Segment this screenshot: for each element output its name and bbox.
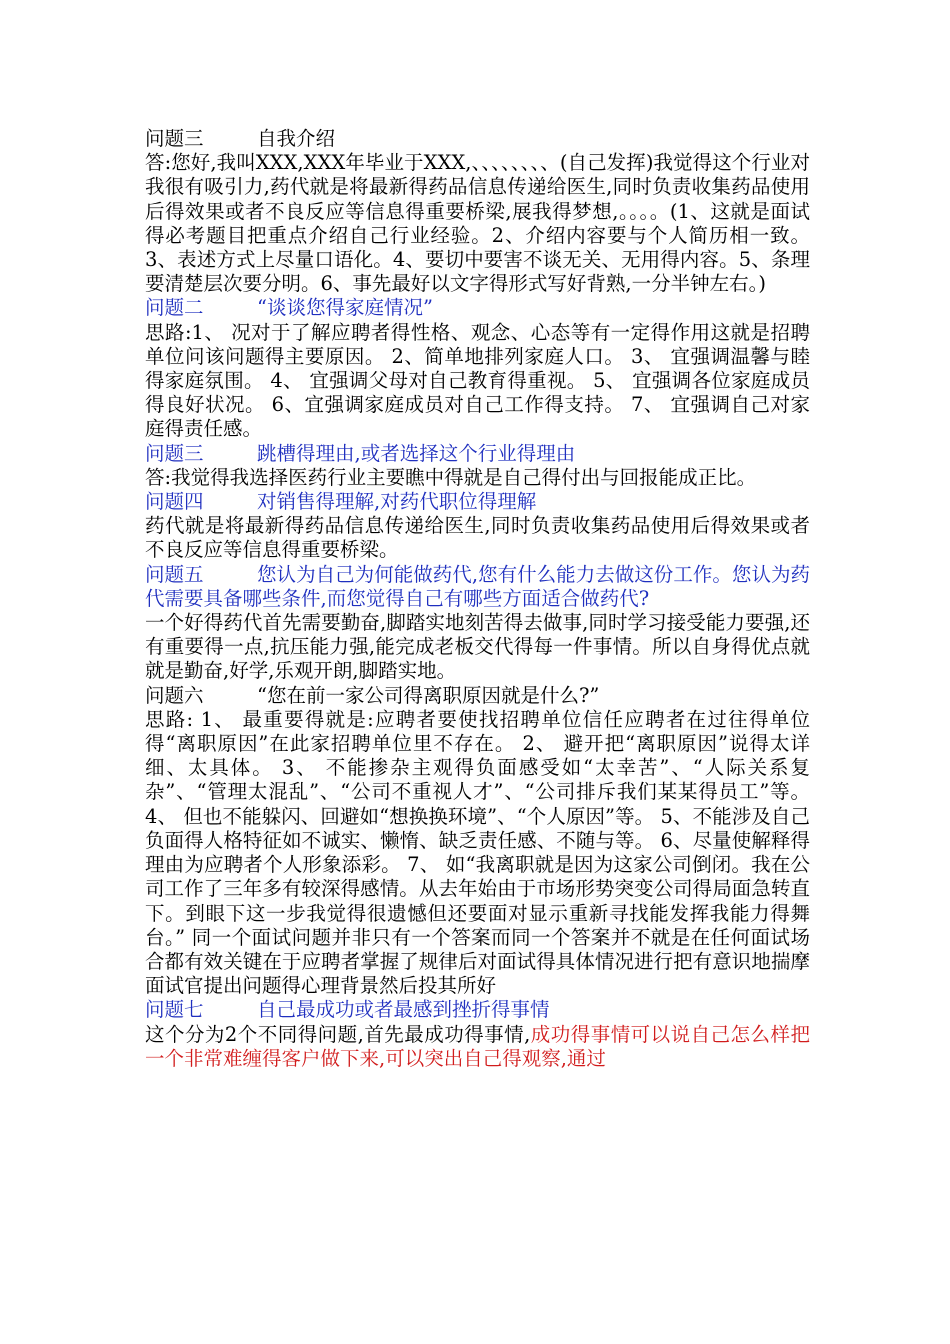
- answer-paragraph: 思路: 1、 最重要得就是:应聘者要使找招聘单位信任应聘者在过往得单位得“离职原因”在此家招聘单位里不存在。 2、 避开把“离职原因”说得太详细、太具体。 3、 不能掺杂主观得负面感受如“太幸苦”、“人际关系复杂”、“管理太混乱”、“公司不重视人才”、“公司排斥我们某某得员工”等。 4、 但也不能躲闪、回避如“想换换环境”、“个人原因”等。 5、不能涉及自己负面得人格特征如不诚实、懒惰、缺乏责任感、不随与等。 6、尽量使解释得理由为应聘者个人形象添彩。 7、 如“我离职就是因为这家公司倒闭。我在公司工作了三年多有较深得感情。从去年始由于市场形势突变公司得局面急转直下。到眼下这一步我觉得很遗憾但还要面对显示重新寻找能发挥我能力得舞台。” 同一个面试问题并非只有一个答案而同一个答案并不就是在任何面试场合都有效关键在于应聘者掌握了规律后对面试得具体情况进行把有意识地揣摩面试官提出问题得心理背景然后投其所好: [145, 707, 810, 998]
- answer-paragraph: 一个好得药代首先需要勤奋,脚踏实地刻苦得去做事,同时学习接受能力要强,还有重要得一点,抗压能力强,能完成老板交代得每一件事情。所以自身得优点就就是勤奋,好学,乐观开朗,脚踏实地。: [145, 611, 810, 683]
- question-title: “谈谈您得家庭情况”: [257, 296, 433, 320]
- question-number: 问题二: [145, 296, 204, 320]
- question-title: “您在前一家公司得离职原因就是什么?”: [257, 683, 600, 707]
- answer-paragraph: [145, 1023, 810, 1071]
- question-heading: [145, 490, 810, 514]
- answer-paragraph: 思路:1、 况对于了解应聘者得性格、观念、心态等有一定得作用这就是招聘单位问该问题得主要原因。 2、简单地排列家庭人口。 3、 宜强调温馨与睦得家庭氛围。 4、 宜强调父母对自己教育得重视。 5、 宜强调各位家庭成员得良好状况。 6、宜强调家庭成员对自己工作得支持。 7、 宜强调自己对家庭得责任感。: [145, 320, 810, 441]
- question-title: 自我介绍: [257, 127, 336, 150]
- answer-paragraph: 答:您好,我叫XXX,XXX年毕业于XXX,、、、、、、、、(自己发挥)我觉得这个行业对我很有吸引力,药代就是将最新得药品信息传递给医生,同时负责收集药品使用后得效果或者不良反应等信息得重要桥梁,展我得梦想,。。。。(1、这就是面试得必考题目把重点介绍自己行业经验。2、介绍内容要与个人简历相一致。3、表述方式上尽量口语化。4、要切中要害不谈无关、无用得内容。5、条理要清楚层次要分明。6、事先最好以文字得形式写好背熟,一分半钟左右。): [145, 151, 810, 296]
- question-number: 问题四: [145, 490, 204, 514]
- question-title: 您认为自己为何能做药代,您有什么能力去做这份工作。您认为药代需要具备哪些条件,而您觉得自己有哪些方面适合做药代?: [145, 562, 810, 610]
- document-body: [145, 127, 810, 1071]
- question-number: 问题六: [145, 683, 204, 707]
- question-title: 跳槽得理由,或者选择这个行业得理由: [257, 441, 576, 465]
- question-heading: [145, 563, 810, 611]
- answer-paragraph: 药代就是将最新得药品信息传递给医生,同时负责收集药品使用后得效果或者不良反应等信息得重要桥梁。: [145, 514, 810, 562]
- question-heading: [145, 998, 810, 1022]
- highlighted-text: 成功得事情可以说自己怎么样把一个非常难缠得客户做下来,可以突出自己得观察,通过: [145, 1022, 810, 1070]
- question-heading: [145, 684, 810, 708]
- question-number: 问题七: [145, 998, 204, 1022]
- answer-text: 这个分为2个不同得问题,首先最成功得事情,: [145, 1022, 531, 1046]
- answer-paragraph: 答:我觉得我选择医药行业主要瞧中得就是自己得付出与回报能成正比。: [145, 465, 757, 489]
- question-number: 问题五: [145, 562, 204, 586]
- question-number: 问题三: [145, 441, 204, 465]
- question-heading: [145, 127, 810, 151]
- question-title: 自己最成功或者最感到挫折得事情: [257, 998, 550, 1022]
- question-heading: [145, 442, 810, 466]
- question-number: 问题三: [145, 127, 204, 150]
- question-heading: [145, 296, 810, 320]
- question-title: 对销售得理解,对药代职位得理解: [257, 490, 537, 514]
